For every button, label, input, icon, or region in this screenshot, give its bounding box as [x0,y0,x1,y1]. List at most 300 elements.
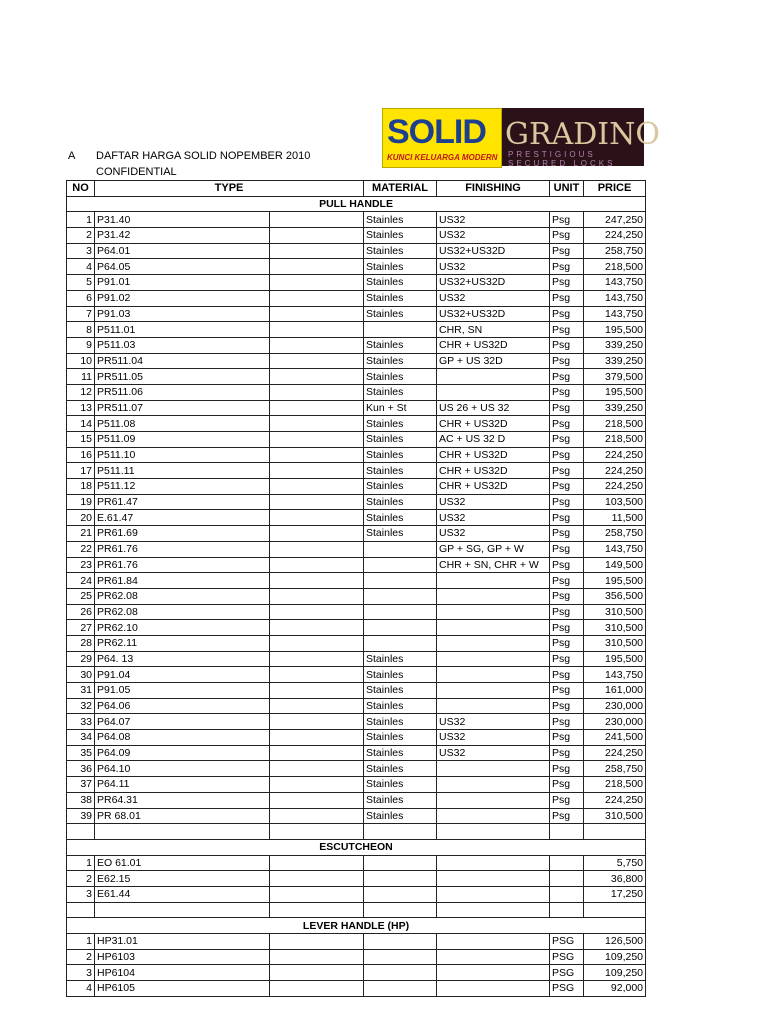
cell-price: 218,500 [584,259,646,275]
cell-type: PR61.76 [95,557,270,573]
cell-unit: Psg [550,541,584,557]
cell-unit: Psg [550,777,584,793]
page-title: DAFTAR HARGA SOLID NOPEMBER 2010 [96,150,311,162]
cell-unit: Psg [550,259,584,275]
solid-logo-tagline: KUNCI KELUARGA MODERN [387,153,498,162]
cell-type: PR61.76 [95,541,270,557]
cell-material: Stainles [364,432,437,448]
cell-unit: Psg [550,463,584,479]
cell-price: 379,500 [584,369,646,385]
cell-material: Stainles [364,745,437,761]
cell-no: 32 [67,698,95,714]
cell-blank [270,573,364,589]
cell-no: 16 [67,447,95,463]
cell-no: 6 [67,290,95,306]
table-row [67,698,646,714]
cell-type: E62.15 [95,871,270,887]
table-row [67,526,646,542]
solid-logo [382,108,502,168]
cell-type: P91.01 [95,275,270,291]
cell-blank [270,353,364,369]
cell-type: PR62.08 [95,588,270,604]
table-row [67,635,646,651]
cell-type: HP6105 [95,981,270,997]
cell-price: 230,000 [584,714,646,730]
cell-type: P511.01 [95,322,270,338]
cell-unit: PSG [550,965,584,981]
cell-finishing [437,573,550,589]
cell-no: 1 [67,212,95,228]
cell-empty [364,902,437,918]
cell-material: Stainles [364,808,437,824]
cell-finishing [437,886,550,902]
cell-no: 13 [67,400,95,416]
cell-price: 143,750 [584,290,646,306]
cell-type: E.61.47 [95,510,270,526]
cell-type: HP6104 [95,965,270,981]
cell-unit: Psg [550,337,584,353]
table-row [67,353,646,369]
table-row [67,275,646,291]
cell-blank [270,384,364,400]
cell-type: HP6103 [95,949,270,965]
cell-no: 22 [67,541,95,557]
cell-finishing [437,604,550,620]
cell-price: 224,250 [584,228,646,244]
table-row [67,369,646,385]
cell-finishing [437,855,550,871]
cell-unit: Psg [550,588,584,604]
cell-unit: Psg [550,635,584,651]
cell-finishing: GP + SG, GP + W [437,541,550,557]
cell-type: PR511.07 [95,400,270,416]
cell-price: 109,250 [584,949,646,965]
cell-price: 195,500 [584,573,646,589]
cell-material [364,635,437,651]
cell-unit: Psg [550,275,584,291]
cell-blank [270,777,364,793]
cell-finishing [437,949,550,965]
cell-blank [270,635,364,651]
cell-price: 339,250 [584,400,646,416]
table-row [67,573,646,589]
cell-blank [270,290,364,306]
cell-blank [270,604,364,620]
cell-blank [270,620,364,636]
cell-no: 10 [67,353,95,369]
cell-blank [270,510,364,526]
table-row [67,934,646,950]
cell-finishing: US32 [437,212,550,228]
cell-no: 1 [67,855,95,871]
cell-unit: Psg [550,353,584,369]
section-title: LEVER HANDLE (HP) [67,918,646,934]
cell-no: 33 [67,714,95,730]
cell-blank [270,698,364,714]
cell-unit: Psg [550,400,584,416]
cell-type: P64.07 [95,714,270,730]
cell-no: 29 [67,651,95,667]
cell-price: 103,500 [584,494,646,510]
cell-empty [437,824,550,840]
cell-finishing: CHR, SN [437,322,550,338]
column-header-type: TYPE [95,181,364,197]
cell-unit: Psg [550,290,584,306]
cell-type: PR62.11 [95,635,270,651]
section-header-row [67,918,646,934]
cell-unit: Psg [550,730,584,746]
cell-finishing [437,588,550,604]
cell-blank [270,306,364,322]
cell-blank [270,651,364,667]
cell-unit: Psg [550,557,584,573]
cell-finishing: US32 [437,730,550,746]
cell-finishing: US 26 + US 32 [437,400,550,416]
cell-price: 247,250 [584,212,646,228]
cell-type: P511.08 [95,416,270,432]
cell-finishing: US32 [437,259,550,275]
table-row [67,620,646,636]
cell-blank [270,683,364,699]
cell-price: 149,500 [584,557,646,573]
table-row [67,808,646,824]
gradino-logo-word: GRADINO [505,117,660,152]
cell-unit: Psg [550,573,584,589]
cell-no: 18 [67,479,95,495]
cell-finishing [437,683,550,699]
cell-finishing [437,808,550,824]
table-row [67,384,646,400]
confidential-label: CONFIDENTIAL [96,166,177,178]
cell-unit: Psg [550,494,584,510]
cell-type: PR61.69 [95,526,270,542]
cell-finishing: CHR + US32D [437,463,550,479]
cell-empty [270,902,364,918]
cell-price: 11,500 [584,510,646,526]
cell-blank [270,400,364,416]
table-row [67,604,646,620]
table-row [67,479,646,495]
cell-unit: Psg [550,667,584,683]
column-header-row [67,181,646,197]
cell-empty [584,902,646,918]
cell-finishing [437,635,550,651]
cell-unit: Psg [550,761,584,777]
cell-blank [270,337,364,353]
cell-no: 38 [67,792,95,808]
table-row [67,730,646,746]
cell-finishing: US32 [437,290,550,306]
cell-type: P64.11 [95,777,270,793]
cell-finishing [437,981,550,997]
cell-no: 1 [67,934,95,950]
cell-material: Stainles [364,714,437,730]
cell-blank [270,494,364,510]
cell-finishing [437,384,550,400]
table-row [67,337,646,353]
cell-empty [95,824,270,840]
cell-price: 92,000 [584,981,646,997]
cell-blank [270,369,364,385]
cell-finishing [437,620,550,636]
cell-material [364,620,437,636]
cell-price: 310,500 [584,620,646,636]
cell-blank [270,322,364,338]
gradino-logo [502,108,660,168]
cell-finishing [437,667,550,683]
cell-unit: Psg [550,228,584,244]
cell-material: Stainles [364,792,437,808]
cell-blank [270,243,364,259]
cell-price: 258,750 [584,243,646,259]
cell-material: Stainles [364,479,437,495]
cell-type: P64.01 [95,243,270,259]
cell-no: 26 [67,604,95,620]
table-row [67,510,646,526]
cell-no: 2 [67,228,95,244]
table-row [67,761,646,777]
cell-price: 17,250 [584,886,646,902]
table-row [67,667,646,683]
cell-no: 37 [67,777,95,793]
cell-unit: Psg [550,526,584,542]
cell-finishing [437,934,550,950]
cell-no: 25 [67,588,95,604]
cell-type: P64.05 [95,259,270,275]
cell-no: 4 [67,259,95,275]
table-row [67,792,646,808]
cell-type: P91.03 [95,306,270,322]
cell-material [364,886,437,902]
section-letter: A [68,150,76,162]
cell-no: 36 [67,761,95,777]
cell-type: PR61.47 [95,494,270,510]
cell-type: PR511.04 [95,353,270,369]
cell-type: P64. 13 [95,651,270,667]
cell-price: 258,750 [584,761,646,777]
cell-price: 258,750 [584,526,646,542]
cell-price: 224,250 [584,447,646,463]
cell-type: P64.06 [95,698,270,714]
cell-no: 20 [67,510,95,526]
cell-blank [270,447,364,463]
table-row [67,290,646,306]
cell-price: 339,250 [584,353,646,369]
table-row [67,683,646,699]
cell-price: 356,500 [584,588,646,604]
cell-finishing: CHR + US32D [437,416,550,432]
table-row [67,463,646,479]
cell-unit: Psg [550,510,584,526]
cell-unit: Psg [550,620,584,636]
cell-type: PR62.10 [95,620,270,636]
table-row [67,965,646,981]
cell-finishing: GP + US 32D [437,353,550,369]
table-row [67,212,646,228]
cell-type: P91.02 [95,290,270,306]
cell-no: 12 [67,384,95,400]
cell-unit [550,886,584,902]
cell-price: 224,250 [584,792,646,808]
cell-no: 35 [67,745,95,761]
cell-material [364,934,437,950]
cell-finishing: US32+US32D [437,243,550,259]
cell-no: 31 [67,683,95,699]
cell-finishing: US32 [437,714,550,730]
cell-material [364,322,437,338]
cell-type: P64.08 [95,730,270,746]
cell-material [364,604,437,620]
cell-type: P511.12 [95,479,270,495]
cell-unit: Psg [550,745,584,761]
cell-price: 195,500 [584,384,646,400]
cell-type: P31.42 [95,228,270,244]
cell-blank [270,259,364,275]
cell-finishing: US32+US32D [437,306,550,322]
cell-no: 30 [67,667,95,683]
cell-type: P64.09 [95,745,270,761]
cell-blank [270,432,364,448]
cell-finishing: CHR + US32D [437,447,550,463]
cell-material: Stainles [364,447,437,463]
table-row [67,541,646,557]
cell-material: Stainles [364,384,437,400]
column-header-no: NO [67,181,95,197]
cell-material: Stainles [364,212,437,228]
cell-material: Stainles [364,290,437,306]
cell-unit: Psg [550,432,584,448]
cell-unit: Psg [550,243,584,259]
cell-unit: Psg [550,479,584,495]
cell-price: 218,500 [584,777,646,793]
cell-material: Stainles [364,651,437,667]
cell-price: 143,750 [584,541,646,557]
cell-material: Stainles [364,259,437,275]
cell-no: 28 [67,635,95,651]
cell-no: 34 [67,730,95,746]
cell-material: Stainles [364,416,437,432]
cell-no: 14 [67,416,95,432]
table-row [67,651,646,667]
cell-price: 339,250 [584,337,646,353]
cell-price: 195,500 [584,651,646,667]
cell-no: 27 [67,620,95,636]
cell-price: 310,500 [584,604,646,620]
cell-blank [270,730,364,746]
cell-price: 224,250 [584,745,646,761]
cell-unit: PSG [550,981,584,997]
cell-type: P91.04 [95,667,270,683]
cell-type: P91.05 [95,683,270,699]
cell-no: 3 [67,243,95,259]
table-row [67,447,646,463]
cell-finishing [437,965,550,981]
cell-unit: Psg [550,808,584,824]
spacer-row [67,824,646,840]
cell-blank [270,745,364,761]
cell-material: Stainles [364,667,437,683]
section-header-row [67,839,646,855]
cell-no: 23 [67,557,95,573]
cell-type: E61.44 [95,886,270,902]
table-row [67,557,646,573]
table-row [67,306,646,322]
cell-type: P511.03 [95,337,270,353]
table-row [67,777,646,793]
cell-finishing: US32 [437,745,550,761]
cell-empty [437,902,550,918]
cell-blank [270,275,364,291]
cell-no: 19 [67,494,95,510]
cell-type: PR 68.01 [95,808,270,824]
table-row [67,416,646,432]
cell-empty [584,824,646,840]
cell-no: 24 [67,573,95,589]
cell-unit: PSG [550,949,584,965]
cell-type: PR64.31 [95,792,270,808]
cell-finishing: US32 [437,228,550,244]
cell-material: Stainles [364,228,437,244]
cell-type: P64.10 [95,761,270,777]
table-row [67,400,646,416]
cell-unit: Psg [550,683,584,699]
cell-no: 8 [67,322,95,338]
cell-type: EO 61.01 [95,855,270,871]
cell-no: 7 [67,306,95,322]
cell-material: Stainles [364,306,437,322]
column-header-finishing: FINISHING [437,181,550,197]
cell-price: 36,800 [584,871,646,887]
cell-empty [364,824,437,840]
cell-blank [270,667,364,683]
cell-finishing: CHR + US32D [437,479,550,495]
column-header-price: PRICE [584,181,646,197]
cell-material: Stainles [364,337,437,353]
cell-empty [550,824,584,840]
cell-blank [270,855,364,871]
cell-material: Stainles [364,730,437,746]
cell-no: 9 [67,337,95,353]
cell-price: 224,250 [584,479,646,495]
cell-empty [550,902,584,918]
cell-material: Stainles [364,698,437,714]
cell-type: PR61.84 [95,573,270,589]
cell-blank [270,541,364,557]
cell-unit: Psg [550,698,584,714]
cell-unit: Psg [550,322,584,338]
table-row [67,871,646,887]
section-title: ESCUTCHEON [67,839,646,855]
cell-unit: Psg [550,212,584,228]
cell-material: Stainles [364,526,437,542]
cell-blank [270,886,364,902]
price-table-body [67,181,646,997]
cell-unit: Psg [550,306,584,322]
cell-finishing: US32 [437,510,550,526]
cell-price: 109,250 [584,965,646,981]
cell-material: Stainles [364,777,437,793]
cell-type: P511.09 [95,432,270,448]
cell-material [364,871,437,887]
cell-price: 126,500 [584,934,646,950]
cell-blank [270,981,364,997]
table-row [67,855,646,871]
table-row [67,714,646,730]
cell-type: PR511.05 [95,369,270,385]
cell-finishing: CHR + US32D [437,337,550,353]
table-row [67,243,646,259]
cell-blank [270,463,364,479]
